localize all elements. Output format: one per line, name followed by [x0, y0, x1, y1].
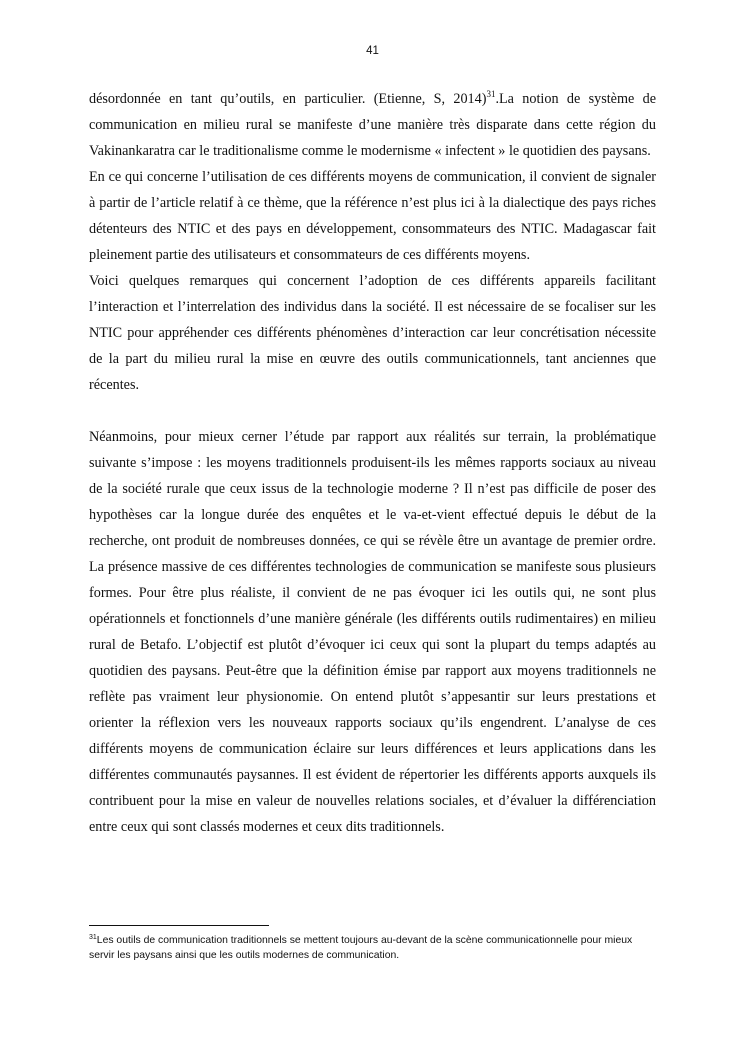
- paragraph-2: En ce qui concerne l’utilisation de ces différents moyens de communication, il convient de signaler à partir de l’article relatif à ce thème, que la référence n’est plus ici à la dialectique des pays riches détenteurs des NTIC et des pays en développement, consommateurs des NTIC. Madagascar fait pleinement partie des utilisateurs et consommateurs de ces différents moyens.: [89, 169, 656, 263]
- footnote-text: Les outils de communication traditionnels se mettent toujours au-devant de la scène communicationnelle pour mieux servir les paysans ainsi que les outils modernes de communication.: [89, 935, 633, 961]
- paragraph-1-text-end: .La notion de système de communication en milieu rural se manifeste d’une manière très disparate dans cette région du Vakinankaratra car le traditionalisme comme le modernisme « infectent » le quotidien des paysans.: [89, 91, 656, 159]
- body-text: [89, 86, 656, 840]
- paragraph-3: Voici quelques remarques qui concernent l’adoption de ces différents appareils facilitant l’interaction et l’interrelation des individus dans la société. Il est nécessaire de se focaliser sur les NTIC pour appréhender ces différents phénomènes d’interaction car leur concrétisation nécessite de la part du milieu rural la mise en œuvre des outils communicationnels, tant anciennes que récentes.: [89, 273, 656, 393]
- paragraph-1-text-start: désordonnée en tant qu’outils, en particulier. (Etienne, S, 2014): [89, 91, 487, 107]
- page-number: 41: [366, 45, 379, 57]
- footnote-number: 31: [89, 934, 97, 941]
- footnote: [89, 933, 656, 963]
- paragraph-4: Néanmoins, pour mieux cerner l’étude par rapport aux réalités sur terrain, la problématique suivante s’impose : les moyens traditionnels produisent-ils les mêmes rapports sociaux au niveau de la société rurale que ceux issus de la technologie moderne ? Il n’est pas difficile de poser des hypothèses car la longue durée des enquêtes et le va-et-vient effectué depuis le début de la recherche, ont produit de nombreuses données, ce qui se révèle être un avantage de premier ordre. La présence massive de ces différentes technologies de communication se manifeste sous plusieurs formes. Pour être plus réaliste, il convient de ne pas évoquer ici les outils qui, ne sont plus opérationnels et fonctionnels d’une manière générale (les différents outils rudimentaires) en milieu rural de Betafo. L’objectif est plutôt d’évoquer ici ceux qui sont la plupart du temps adaptés au quotidien des paysans. Peut-être que la définition émise par rapport aux moyens traditionnels ne reflète pas vraiment leur physionomie. On entend plutôt s’appesantir sur leurs prestations et orienter la réflexion vers les nouveaux rapports sociaux qu’ils engendrent. L’analyse de ces différents moyens de communication éclaire sur leurs différences et leurs applications dans les différentes communautés paysannes. Il est évident de répertorier les différents apports auxquels ils contribuent pour la mise en valeur de nouvelles relations sociales, et d’évaluer la différenciation entre ceux qui sont classés modernes et ceux dits traditionnels.: [89, 429, 656, 835]
- footnote-separator: [89, 925, 269, 926]
- paragraph-1: [89, 86, 656, 164]
- footnote-reference[interactable]: 31: [486, 89, 496, 99]
